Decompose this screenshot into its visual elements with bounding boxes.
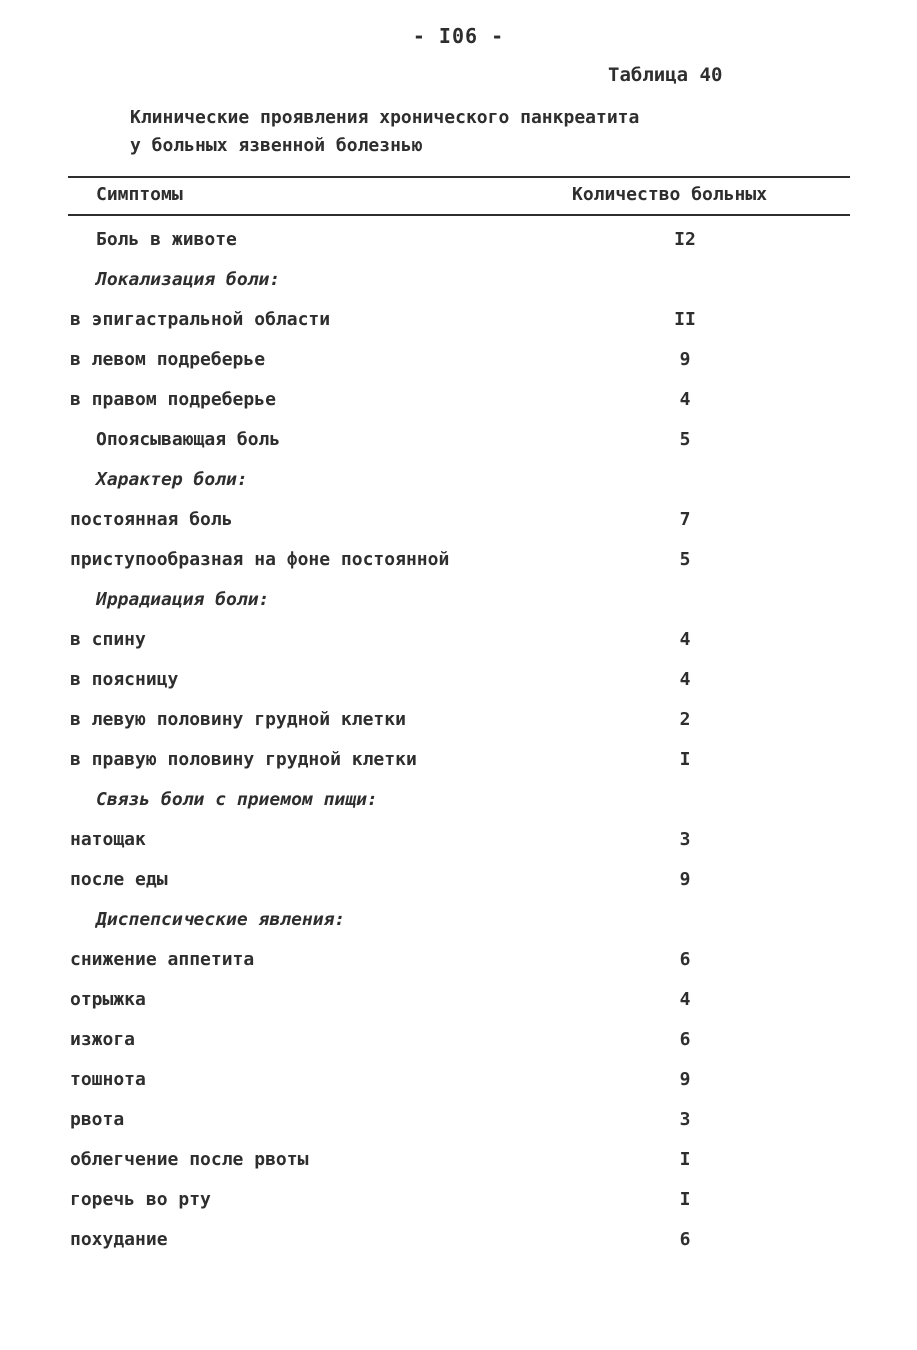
- table-body: [0, 223, 917, 1263]
- header-symptoms: Симптомы: [96, 184, 183, 205]
- table-row: [0, 383, 917, 423]
- table-caption: [130, 104, 770, 160]
- symptom-label: отрыжка: [70, 989, 146, 1010]
- table-row: [0, 943, 917, 983]
- table-row: [0, 623, 917, 663]
- patient-count-value: 4: [679, 389, 691, 410]
- table-header-rule: [68, 214, 850, 216]
- caption-line-1: Клинические проявления хронического панкреатита: [130, 107, 640, 128]
- patient-count-value: 2: [679, 709, 691, 730]
- table-row: [0, 703, 917, 743]
- table-row: [0, 1063, 917, 1103]
- symptom-label: тошнота: [70, 1069, 146, 1090]
- symptom-label: в эпигастральной области: [70, 309, 331, 330]
- table-group-heading: [0, 463, 917, 503]
- patient-count-value: 5: [679, 549, 691, 570]
- symptom-label: в правом подреберье: [70, 389, 276, 410]
- patient-count-value: I: [679, 749, 691, 770]
- symptom-label: облегчение после рвоты: [70, 1149, 309, 1170]
- table-group-heading: [0, 903, 917, 943]
- symptom-label: похудание: [70, 1229, 168, 1250]
- patient-count-value: I: [679, 1149, 691, 1170]
- table-row: [0, 503, 917, 543]
- symptom-label: после еды: [70, 869, 168, 890]
- table-row: [0, 343, 917, 383]
- patient-count-value: 9: [679, 869, 691, 890]
- table-group-heading: [0, 583, 917, 623]
- table-row: [0, 423, 917, 463]
- table-row: [0, 543, 917, 583]
- patient-count-value: 3: [679, 1109, 691, 1130]
- table-group-heading: [0, 783, 917, 823]
- patient-count-value: 6: [679, 1229, 691, 1250]
- patient-count-value: 3: [679, 829, 691, 850]
- table-label: Таблица 40: [608, 64, 723, 86]
- symptom-label: Опоясывающая боль: [96, 429, 281, 450]
- symptom-label: Связь боли с приемом пищи:: [96, 789, 378, 810]
- table-top-rule: [68, 176, 850, 178]
- symptom-label: приступообразная на фоне постоянной: [70, 549, 450, 570]
- table-row: [0, 743, 917, 783]
- table-row: [0, 1023, 917, 1063]
- table-row: [0, 823, 917, 863]
- patient-count-value: 4: [679, 989, 691, 1010]
- header-patient-count: Количество больных: [572, 184, 768, 205]
- patient-count-value: 7: [679, 509, 691, 530]
- table-group-heading: [0, 263, 917, 303]
- symptom-label: Локализация боли:: [96, 269, 281, 290]
- table-row: [0, 1183, 917, 1223]
- page-number: - I06 -: [412, 24, 505, 48]
- symptom-label: в правую половину грудной клетки: [70, 749, 417, 770]
- patient-count-value: I: [679, 1189, 691, 1210]
- patient-count-value: II: [674, 309, 696, 330]
- patient-count-value: 4: [679, 669, 691, 690]
- patient-count-value: 9: [679, 1069, 691, 1090]
- symptom-label: изжога: [70, 1029, 136, 1050]
- symptom-label: Боль в животе: [96, 229, 237, 250]
- patient-count-value: 5: [679, 429, 691, 450]
- table-row: [0, 223, 917, 263]
- table-row: [0, 303, 917, 343]
- table-row: [0, 983, 917, 1023]
- patient-count-value: 6: [679, 1029, 691, 1050]
- table-row: [0, 1103, 917, 1143]
- patient-count-value: 4: [679, 629, 691, 650]
- symptom-label: постоянная боль: [70, 509, 233, 530]
- symptom-label: Диспепсические явления:: [96, 909, 346, 930]
- table-row: [0, 863, 917, 903]
- table-row: [0, 663, 917, 703]
- symptom-label: в левом подреберье: [70, 349, 266, 370]
- table-row: [0, 1143, 917, 1183]
- patient-count-value: 6: [679, 949, 691, 970]
- symptom-label: снижение аппетита: [70, 949, 255, 970]
- symptom-label: Иррадиация боли:: [96, 589, 270, 610]
- symptom-label: в левую половину грудной клетки: [70, 709, 406, 730]
- symptom-label: в спину: [70, 629, 146, 650]
- patient-count-value: I2: [674, 229, 696, 250]
- symptom-label: в поясницу: [70, 669, 179, 690]
- symptom-label: натощак: [70, 829, 146, 850]
- symptom-label: горечь во рту: [70, 1189, 211, 1210]
- table-row: [0, 1223, 917, 1263]
- symptom-label: Характер боли:: [96, 469, 248, 490]
- patient-count-value: 9: [679, 349, 691, 370]
- symptom-label: рвота: [70, 1109, 125, 1130]
- caption-line-2: у больных язвенной болезнью: [130, 135, 423, 156]
